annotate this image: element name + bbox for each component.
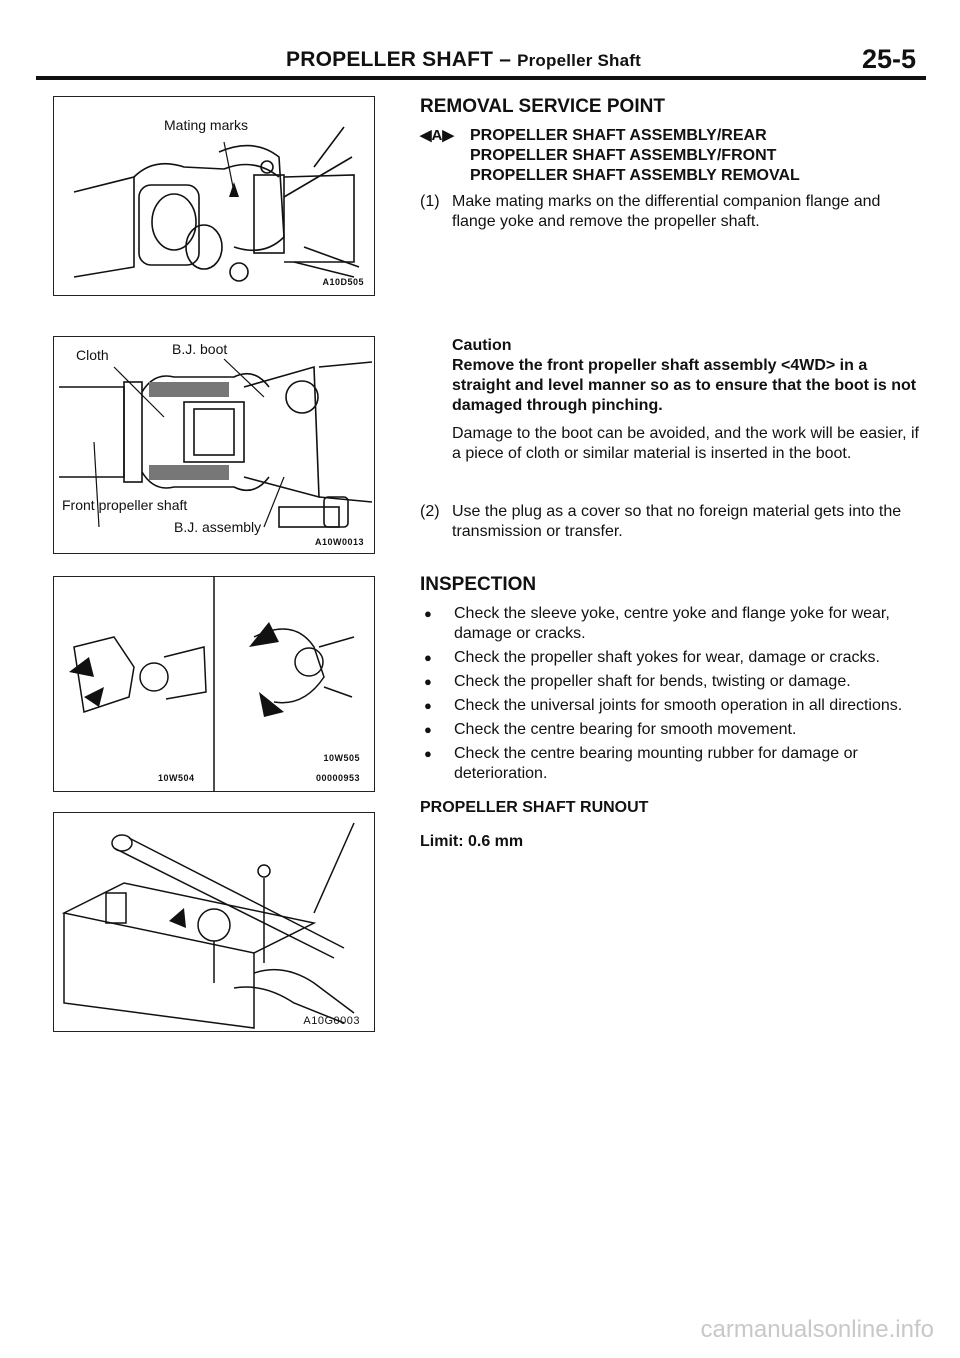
caution-title: Caution bbox=[452, 337, 512, 354]
step-1-number: (1) bbox=[420, 193, 440, 210]
text-column bbox=[420, 96, 920, 232]
figure-code: A10G0003 bbox=[303, 1015, 360, 1027]
page-header bbox=[36, 40, 926, 78]
caution-text: Remove the front propeller shaft assembly <4WD> in a straight and level manner so as to ensure that the boot is not damaged through pinching. bbox=[452, 357, 917, 414]
figure-runout-measurement bbox=[53, 812, 375, 1032]
caution-block bbox=[420, 336, 920, 464]
inspection-item: ● Check the universal joints for smooth operation in all directions. bbox=[420, 696, 920, 716]
inspection-item: ● Check the sleeve yoke, centre yoke and flange yoke for wear, damage or cracks. bbox=[420, 604, 920, 644]
step-2-text: Use the plug as a cover so that no foreign material gets into the transmission or transfer. bbox=[452, 503, 902, 540]
figure-bj-boot bbox=[53, 336, 375, 554]
inspection-item: ● Check the propeller shaft for bends, twisting or damage. bbox=[420, 672, 920, 692]
step-1 bbox=[420, 192, 920, 232]
runout-heading: PROPELLER SHAFT RUNOUT bbox=[420, 799, 649, 816]
watermark: carmanualsonline.info bbox=[700, 1316, 934, 1343]
inspection-section bbox=[420, 574, 920, 852]
removal-subheading-2: PROPELLER SHAFT ASSEMBLY/FRONT bbox=[470, 147, 777, 164]
label-mating-marks: Mating marks bbox=[164, 117, 249, 133]
inspection-heading: INSPECTION bbox=[420, 574, 537, 595]
label-front-propeller-shaft: Front propeller shaft bbox=[62, 497, 188, 513]
step-1-text: Make mating marks on the differential companion flange and flange yoke and remove the propeller shaft. bbox=[452, 193, 881, 230]
figure-code: A10D505 bbox=[322, 277, 364, 287]
figure-code: A10W0013 bbox=[314, 537, 364, 547]
inspection-item: ● Check the propeller shaft yokes for wear, damage or cracks. bbox=[420, 648, 920, 668]
page-number: 25-5 bbox=[861, 44, 916, 74]
figure-code-right-bottom: 00000953 bbox=[315, 773, 360, 783]
label-cloth: Cloth bbox=[76, 347, 109, 363]
step-2-number: (2) bbox=[420, 503, 440, 520]
runout-limit: Limit: 0.6 mm bbox=[420, 833, 524, 850]
section-badge: ◀A▶ bbox=[420, 127, 454, 144]
removal-subheading-1: PROPELLER SHAFT ASSEMBLY/REAR bbox=[470, 127, 767, 144]
label-bj-assembly: B.J. assembly bbox=[174, 519, 262, 535]
figure-universal-joint bbox=[53, 576, 375, 792]
inspection-item: ● Check the centre bearing mounting rubber for damage or deterioration. bbox=[420, 744, 920, 784]
label-bj-boot: B.J. boot bbox=[172, 341, 228, 357]
figure-code-right-top: 10W505 bbox=[323, 753, 360, 763]
figure-code-left: 10W504 bbox=[158, 773, 195, 783]
inspection-list bbox=[420, 604, 920, 784]
damage-note: Damage to the boot can be avoided, and the work will be easier, if a piece of cloth or similar material is inserted in the boot. bbox=[452, 425, 919, 462]
figure-mating-marks bbox=[53, 96, 375, 296]
removal-heading: REMOVAL SERVICE POINT bbox=[420, 96, 665, 117]
inspection-item: ● Check the centre bearing for smooth movement. bbox=[420, 720, 920, 740]
page-title: PROPELLER SHAFT – Propeller Shaft bbox=[286, 48, 641, 71]
step-2 bbox=[420, 502, 920, 542]
header-rule bbox=[36, 76, 926, 80]
runout-measurement-illustration bbox=[54, 813, 374, 1031]
removal-subheading-3: PROPELLER SHAFT ASSEMBLY REMOVAL bbox=[470, 167, 800, 184]
